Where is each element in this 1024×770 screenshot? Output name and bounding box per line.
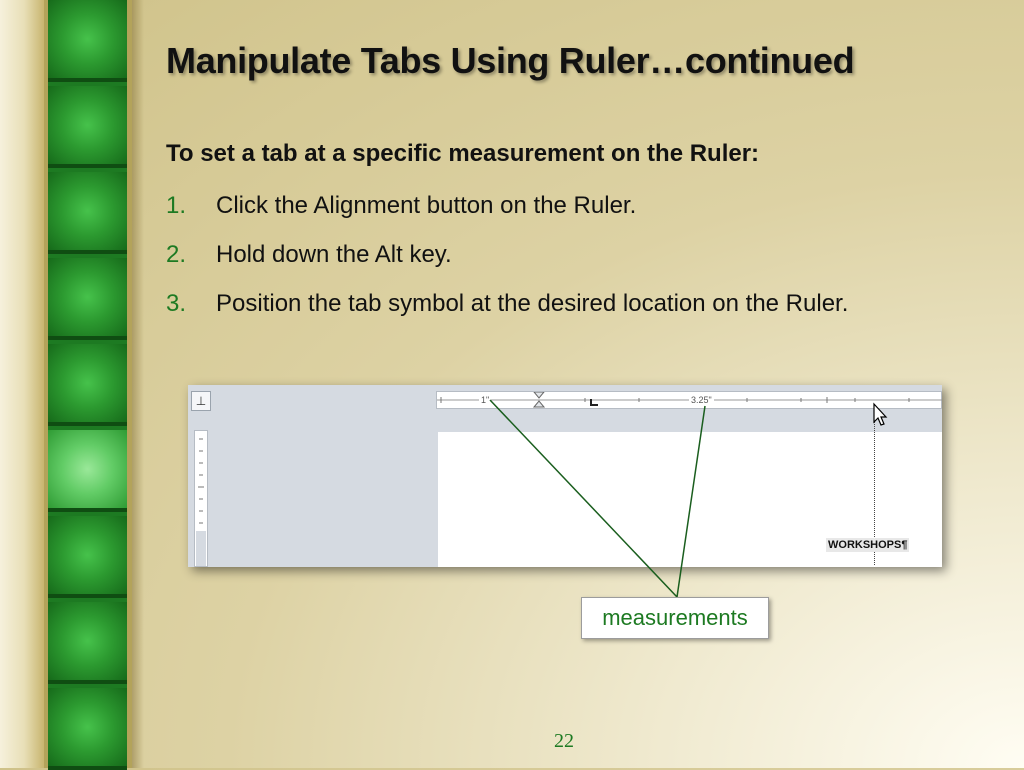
step-number: 1. — [166, 192, 187, 219]
step-text: Position the tab symbol at the desired location on the Ruler. — [216, 290, 849, 317]
measurements-callout: measurements — [581, 597, 769, 639]
document-text: WORKSHOPS¶ — [828, 539, 908, 551]
tab-alignment-button[interactable]: ⊥ — [191, 391, 211, 411]
step-number: 3. — [166, 290, 187, 317]
instruction-heading: To set a tab at a specific measurement on the Ruler: — [166, 140, 760, 167]
step-text: Click the Alignment button on the Ruler. — [216, 192, 637, 219]
slide-title: Manipulate Tabs Using Ruler…continued — [166, 40, 855, 81]
step-text: Hold down the Alt key. — [216, 241, 452, 268]
page-number: 22 — [554, 730, 574, 752]
step-number: 2. — [166, 241, 187, 268]
ruler-measurement-1: 1" — [481, 395, 490, 405]
ruler-measurement-2: 3.25" — [691, 395, 712, 405]
